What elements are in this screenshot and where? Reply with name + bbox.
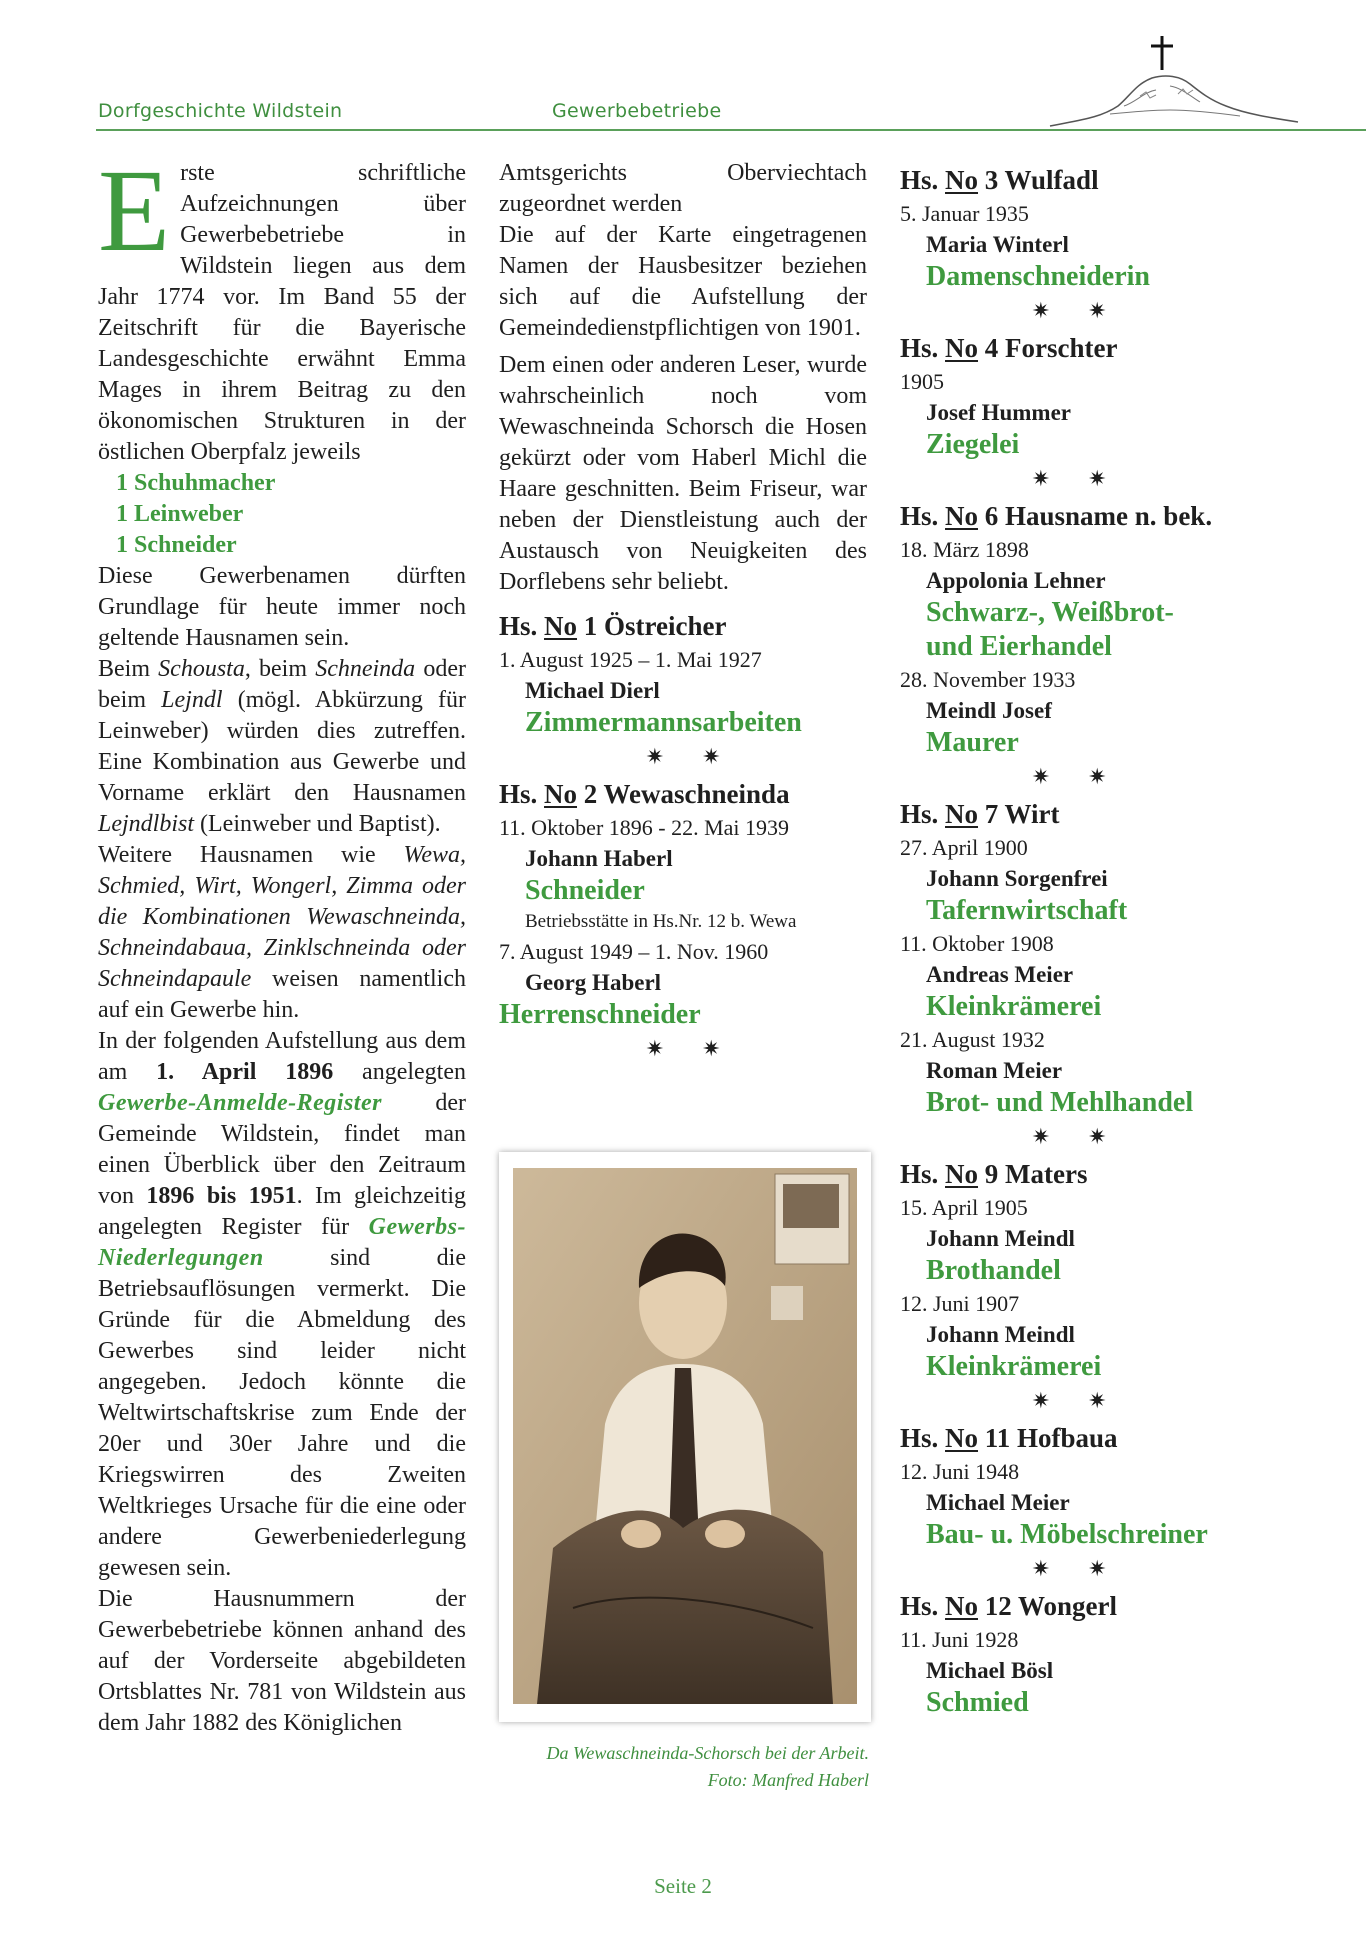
date: 1. August 1925 – 1. Mai 1927 — [499, 647, 762, 672]
trade-name: Schwarz-, Weißbrot- — [926, 597, 1174, 628]
trade-name: und Eierhandel — [926, 631, 1112, 662]
owner-name: Maria Winterl — [926, 232, 1069, 257]
house-entry-2 — [499, 776, 867, 1064]
owner-name: Georg Haberl — [525, 970, 662, 995]
housename: Schneinda — [315, 656, 416, 682]
date: 21. August 1932 — [900, 1027, 1045, 1052]
owner-name: Andreas Meier — [926, 962, 1074, 987]
house-title: Hs. No 7 Wirt — [900, 799, 1060, 829]
page-number: Seite 2 — [654, 1874, 712, 1898]
owner-name: Johann Meindl — [926, 1226, 1075, 1251]
date: 1. April 1896 — [156, 1059, 334, 1085]
hilltop-church-logo — [1040, 22, 1300, 134]
drop-cap: E — [98, 145, 171, 276]
owner-name: Johann Haberl — [525, 846, 673, 871]
house-title: Hs. No 11 Hofbaua — [900, 1423, 1118, 1453]
star-separator: ✷✷ — [1031, 1388, 1145, 1413]
house-entry-7 — [900, 796, 1320, 1152]
photo-frame — [499, 1152, 871, 1722]
date: 15. April 1905 — [900, 1195, 1028, 1220]
text: . Im gleichzeitig angelegten Register für — [98, 1183, 466, 1240]
date: 27. April 1900 — [900, 835, 1028, 860]
paragraph: Dem einen oder anderen Leser, wurde wahrscheinlich noch vom Wewaschneinda Schorsch die Hosen gekürzt oder vom Haberl Michl die Haare geschnitten. Beim Friseur, war neben der Dienstleistung auch der Austausch von Neuigkeiten des Dorflebens sehr beliebt. — [499, 352, 867, 595]
paragraph: Diese Gewerbenamen dürften Grundlage für heute immer noch geltende Hausnamen sein. — [98, 563, 466, 651]
register-name: Gewerbs-Niederlegungen — [98, 1214, 466, 1271]
date: 12. Juni 1948 — [900, 1459, 1020, 1484]
house-title: Hs. No 2 Wewaschneinda — [499, 779, 790, 809]
header-book-title: Dorfgeschichte Wildstein — [98, 100, 343, 122]
housenames: Wewa, Schmied, Wirt, Wongerl, Zimma oder die Kombinationen Wewaschneinda, Schneindabaua, Zinklschneinda oder Schneindapaule — [98, 842, 466, 992]
date: 12. Juni 1907 — [900, 1291, 1020, 1316]
paragraph — [98, 840, 466, 1026]
date-range: 1896 bis 1951 — [146, 1183, 297, 1209]
text: angelegten — [333, 1059, 466, 1085]
star-separator: ✷✷ — [645, 744, 759, 769]
date: 18. März 1898 — [900, 537, 1029, 562]
trade-name: Maurer — [926, 727, 1019, 758]
star-separator: ✷✷ — [1031, 1124, 1145, 1149]
trade-name: Kleinkrämerei — [926, 1351, 1102, 1382]
trade-name: Brot- und Mehlhandel — [926, 1087, 1194, 1118]
paragraph: Die auf der Karte eingetragenen Namen der Hausbesitzer beziehen sich auf die Aufstellung der Gemeindedienstpflichtigen von 1901. — [499, 222, 867, 341]
house-entry-12 — [900, 1588, 1320, 1720]
text: (mögl. Abkürzung für Leinweber) würden dies zutreffen. Eine Kombination aus Gewerbe und Vorname erklärt den Hausnamen — [98, 687, 466, 806]
text: weisen namentlich auf ein Gewerbe hin. — [98, 966, 466, 1023]
intro-text: rste schriftliche Aufzeichnungen über Gewerbebetriebe in Wildstein liegen aus dem Jahr 1774 vor. Im Band 55 der Zeitschrift für die Bayerische Landesgeschichte erwähnt Emma Mages in ihrem Beitrag zu den ökonomischen Strukturen in der östlichen Oberpfalz jeweils — [98, 160, 466, 465]
text: oder beim — [98, 656, 466, 713]
text: Weitere Hausnamen wie — [98, 842, 404, 868]
housename: Lejndl — [161, 687, 223, 713]
column-middle — [499, 158, 867, 1068]
trade-list-item: 1 Schneider — [116, 532, 237, 558]
trade-name: Kleinkrämerei — [926, 991, 1102, 1022]
house-title: Hs. No 4 Forschter — [900, 333, 1118, 363]
trade-name: Tafernwirtschaft — [926, 895, 1128, 926]
trade-name: Schneider — [525, 875, 645, 906]
trade-list — [116, 468, 466, 561]
owner-name: Roman Meier — [926, 1058, 1063, 1083]
trade-list-item: 1 Leinweber — [116, 501, 244, 527]
caption-line: Da Wewaschneinda-Schorsch bei der Arbeit. — [546, 1743, 869, 1763]
star-separator: ✷✷ — [1031, 466, 1145, 491]
trade-name: Herrenschneider — [499, 999, 701, 1030]
owner-name: Michael Bösl — [926, 1658, 1054, 1683]
paragraph: Amtsgerichts Oberviechtach zugeordnet werden — [499, 160, 867, 217]
header-section-title: Gewerbebetriebe — [552, 100, 722, 122]
text: sind die Betriebsauflösungen vermerkt. Die Gründe für die Abmeldung des Gewerbes sind leider nicht angegeben. Jedoch könnte die Weltwirtschaftskrise zum Ende der 20er und 30er Jahre und die Kriegswirren des Zweiten Weltkrieges Ursache für die eine oder andere Gewerbeniederlegung gewesen sein. — [98, 1245, 466, 1581]
star-separator: ✷✷ — [1031, 764, 1145, 789]
star-separator: ✷✷ — [645, 1036, 759, 1061]
trade-name: Schmied — [926, 1687, 1029, 1718]
trade-name: Ziegelei — [926, 429, 1020, 460]
owner-name: Michael Meier — [926, 1490, 1070, 1515]
house-entry-3 — [900, 162, 1320, 326]
owner-name: Johann Meindl — [926, 1322, 1075, 1347]
housename: Schousta — [158, 656, 245, 682]
date: 11. Oktober 1896 - 22. Mai 1939 — [499, 815, 790, 840]
date: 5. Januar 1935 — [900, 201, 1029, 226]
note: Betriebsstätte in Hs.Nr. 12 b. Wewa — [525, 911, 797, 932]
house-title: Hs. No 3 Wulfadl — [900, 165, 1099, 195]
star-separator: ✷✷ — [1031, 298, 1145, 323]
intro-paragraph — [98, 145, 466, 468]
paragraph — [98, 654, 466, 840]
trade-name: Zimmermannsarbeiten — [525, 707, 802, 738]
photo-credit: Foto: Manfred Haberl — [707, 1770, 869, 1790]
photo-caption — [499, 1740, 869, 1794]
column-left — [98, 145, 466, 1739]
house-entry-6 — [900, 498, 1320, 792]
date: 28. November 1933 — [900, 667, 1076, 692]
date: 1905 — [900, 369, 944, 394]
house-entry-4 — [900, 330, 1320, 494]
date: 7. August 1949 – 1. Nov. 1960 — [499, 939, 769, 964]
owner-name: Michael Dierl — [525, 678, 660, 703]
trade-list-item: 1 Schuhmacher — [116, 470, 276, 496]
house-entry-9 — [900, 1156, 1320, 1416]
paragraph: Die Hausnummern der Gewerbebetriebe können anhand des auf der Vorderseite abgebildeten Ortsblattes Nr. 781 von Wildstein aus dem Jahr 1882 des Königlichen — [98, 1586, 466, 1736]
text: der Gemeinde Wildstein, findet man einen Überblick über den Zeitraum von — [98, 1090, 466, 1209]
text: In der folgenden Aufstellung aus dem am — [98, 1028, 466, 1085]
trade-name: Brothandel — [926, 1255, 1061, 1286]
date: 11. Juni 1928 — [900, 1627, 1019, 1652]
text: Beim — [98, 656, 159, 682]
owner-name: Josef Hummer — [926, 400, 1071, 425]
text: , beim — [244, 656, 316, 682]
trade-name: Bau- u. Möbelschreiner — [926, 1519, 1208, 1550]
register-name: Gewerbe-Anmelde-Register — [98, 1090, 382, 1116]
owner-name: Appolonia Lehner — [926, 568, 1106, 593]
housename: Lejndlbist — [98, 811, 195, 837]
owner-name: Johann Sorgenfrei — [926, 866, 1108, 891]
house-title: Hs. No 12 Wongerl — [900, 1591, 1118, 1621]
house-title: Hs. No 9 Maters — [900, 1159, 1088, 1189]
page-header — [0, 0, 1366, 140]
house-title: Hs. No 1 Östreicher — [499, 611, 727, 641]
date: 11. Oktober 1908 — [900, 931, 1054, 956]
owner-name: Meindl Josef — [926, 698, 1052, 723]
house-title: Hs. No 6 Hausname n. bek. — [900, 501, 1213, 531]
house-entry-11 — [900, 1420, 1320, 1584]
house-entry-1 — [499, 608, 867, 772]
text: (Leinweber und Baptist). — [194, 811, 441, 837]
tailor-photo — [513, 1168, 857, 1704]
star-separator: ✷✷ — [1031, 1556, 1145, 1581]
paragraph — [98, 1026, 466, 1584]
column-right — [900, 162, 1320, 1720]
trade-name: Damenschneiderin — [926, 261, 1150, 292]
